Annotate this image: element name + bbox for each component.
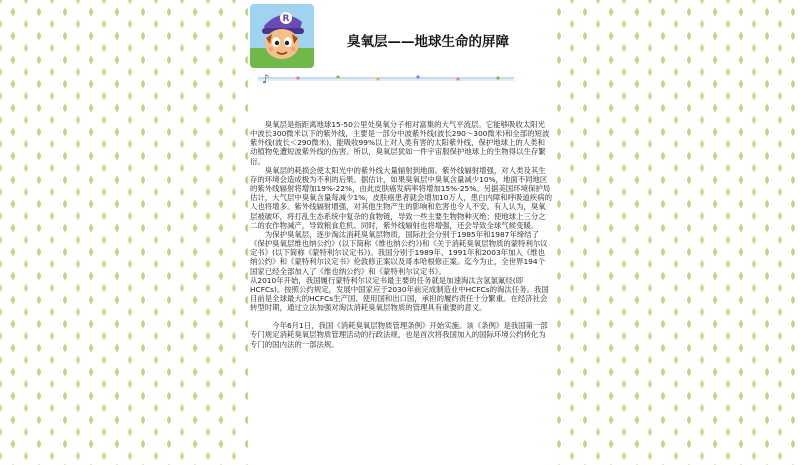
paragraph-ozone-definition: 臭氧层是指距离地球15-50公里处臭氧分子相对富集的大气平流层。它能够吸收太阳光中波长300微米以下的紫外线，主要是一部分中波紫外线(波长290～300微米)和全部的短波紫外线(波长＜290微米)，能吸收99%以上对人类有害的太阳紫外线，保护地球上的人类和动植物免遭短波紫外线的伤害。所以，臭氧层犹如一件宇宙服保护地球上的生物得以生存繁衍。 bbox=[250, 120, 550, 166]
page-title: 臭氧层——地球生命的屏障 bbox=[347, 34, 509, 50]
paragraph-uv-effects: 臭氧层的耗损会使太阳光中的紫外线大量辐射到地面。紫外线辐射增强，对人类及其生存的环境会造成极为不利的后果。据估计，如果臭氧层中臭氧含量减少10%，地面不同地区的紫外线辐射将增加19%-22%，由此皮肤癌发病率将增加15%-25%。另据美国环境保护局估计，大气层中臭氧含量每减少1%，皮肤癌患者就会增加10万人，患白内障和呼吸道疾病的人也将增多。紫外线辐射增强，对其他生物产生的影响和危害也令人不安。有人认为，臭氧层被破坏，将打乱生态系统中复杂的食物链，导致一些主要生物物种灭绝；使地球上三分之二的农作物减产，导致粮食危机。同时，紫外线辐射也将增强，还会导致全球气候变暖。 bbox=[250, 165, 552, 230]
mascot-badge: R bbox=[282, 14, 290, 24]
paragraph-conventions: 为保护臭氧层，逐步淘汰消耗臭氧层物质，国际社会分别于1985年和1987年缔结了《保护臭氧层维也纳公约》(以下简称《维也纳公约》)和《关于消耗臭氧层物质的蒙特利尔议定书》(以下简称《蒙特利尔议定书》)。我国分别于1989年、1991年和2003年加入《维也纳公约》和《蒙特利尔议定书》伦敦修正案以及哥本哈根修正案。迄今为止，全世界194个国家已经全部加入了《维也纳公约》和《蒙特利尔议定书》。 bbox=[250, 229, 548, 276]
paragraph-regulation: 今年6月1日，我国《消耗臭氧层物质管理条例》开始实施。该《条例》是我国第一部专门规定消耗臭氧层物质管理活动的行政法规，也是首次将我国加入的国际环境公约转化为专门的国内法的一部法规。 bbox=[250, 321, 548, 349]
paragraph-hcfc-phaseout: 从2010年开始，我国履行蒙特利尔议定书最主要的任务就是加速淘汰含氢氯氟烃(即HCFCs)。按照公约规定，发展中国家应于2030年前完成制造业中HCFCs的淘汰任务。我国目前是全球最大的HCFCs生产国、使用国和出口国，承担的履约责任十分繁重。在经济社会转型时期，通过立法加强对淘汰消耗臭氧层物质的管理具有重要的意义。 bbox=[250, 275, 549, 313]
header bbox=[248, 4, 554, 88]
article-body bbox=[250, 120, 552, 349]
decorative-music-divider bbox=[258, 70, 514, 84]
mascot-illustration bbox=[250, 4, 314, 68]
svg-text:♪: ♪ bbox=[262, 72, 270, 85]
document-page bbox=[248, 0, 554, 465]
